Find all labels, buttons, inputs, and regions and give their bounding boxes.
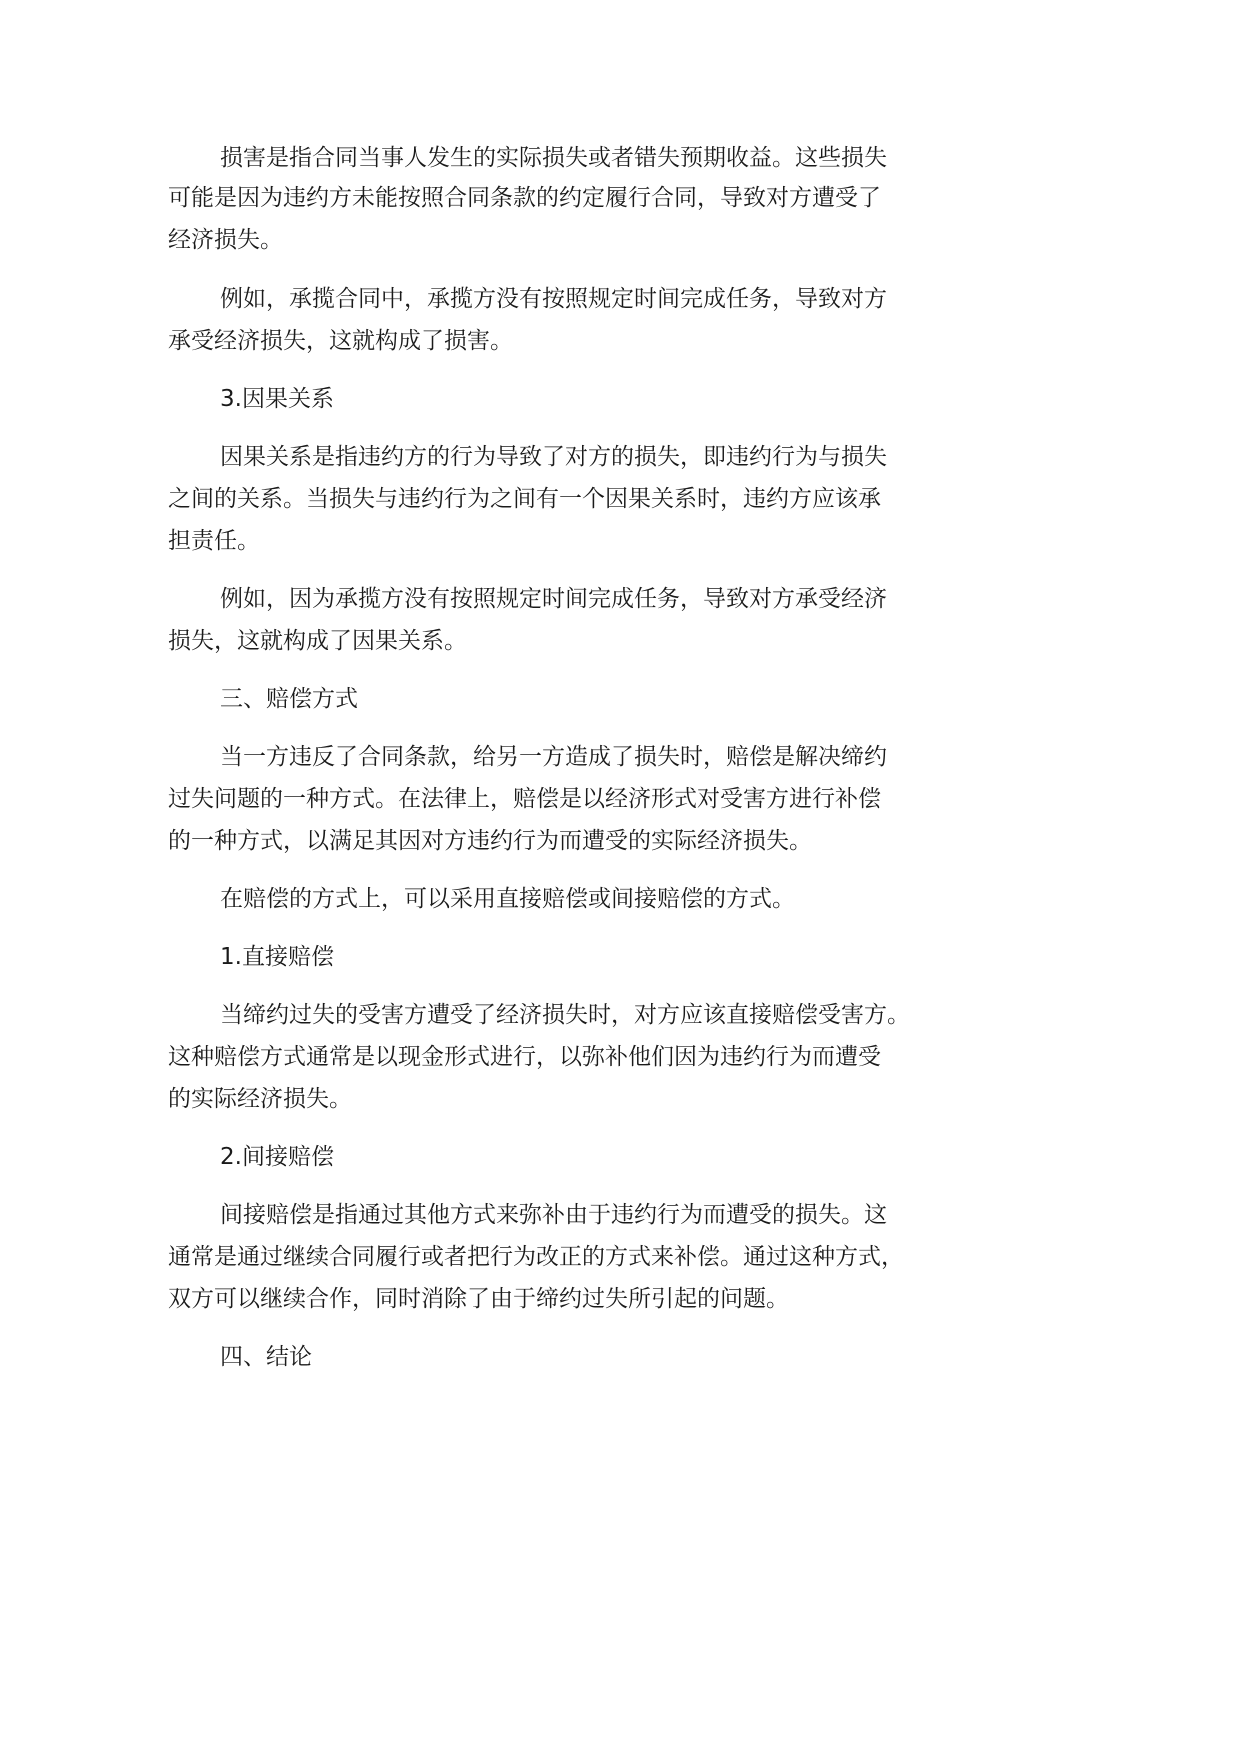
paragraph-line: 承受经济损失，这就构成了损害。 <box>168 328 513 354</box>
paragraph-line: 双方可以继续合作，同时消除了由于缔约过失所引起的问题。 <box>168 1286 789 1312</box>
section-heading: 四、结论 <box>220 1344 312 1370</box>
paragraph-line: 过失问题的一种方式。在法律上，赔偿是以经济形式对受害方进行补偿 <box>168 786 881 812</box>
paragraph-line: 经济损失。 <box>168 227 283 253</box>
paragraph-line: 可能是因为违约方未能按照合同条款的约定履行合同，导致对方遭受了 <box>168 185 881 211</box>
paragraph-line: 因果关系是指违约方的行为导致了对方的损失，即违约行为与损失 <box>220 444 887 470</box>
paragraph-line: 的实际经济损失。 <box>168 1086 352 1112</box>
paragraph-line: 通常是通过继续合同履行或者把行为改正的方式来补偿。通过这种方式， <box>168 1244 904 1270</box>
section-heading: 1.直接赔偿 <box>220 944 334 970</box>
paragraph-line: 当缔约过失的受害方遭受了经济损失时，对方应该直接赔偿受害方。 <box>220 1002 910 1028</box>
paragraph-line: 损失，这就构成了因果关系。 <box>168 628 467 654</box>
paragraph-line: 例如，承揽合同中，承揽方没有按照规定时间完成任务，导致对方 <box>220 286 887 312</box>
section-heading: 2.间接赔偿 <box>220 1144 334 1170</box>
section-heading: 3.因果关系 <box>220 386 334 412</box>
paragraph-line: 在赔偿的方式上，可以采用直接赔偿或间接赔偿的方式。 <box>220 886 795 912</box>
paragraph-line: 这种赔偿方式通常是以现金形式进行，以弥补他们因为违约行为而遭受 <box>168 1044 881 1070</box>
paragraph-line: 例如，因为承揽方没有按照规定时间完成任务，导致对方承受经济 <box>220 586 887 612</box>
section-heading: 三、赔偿方式 <box>220 686 358 712</box>
paragraph-line: 损害是指合同当事人发生的实际损失或者错失预期收益。这些损失 <box>220 145 887 171</box>
paragraph-line: 的一种方式，以满足其因对方违约行为而遭受的实际经济损失。 <box>168 828 812 854</box>
paragraph-line: 之间的关系。当损失与违约行为之间有一个因果关系时，违约方应该承 <box>168 486 881 512</box>
paragraph-line: 担责任。 <box>168 528 260 554</box>
paragraph-line: 当一方违反了合同条款，给另一方造成了损失时，赔偿是解决缔约 <box>220 744 887 770</box>
paragraph-line: 间接赔偿是指通过其他方式来弥补由于违约行为而遭受的损失。这 <box>220 1202 887 1228</box>
